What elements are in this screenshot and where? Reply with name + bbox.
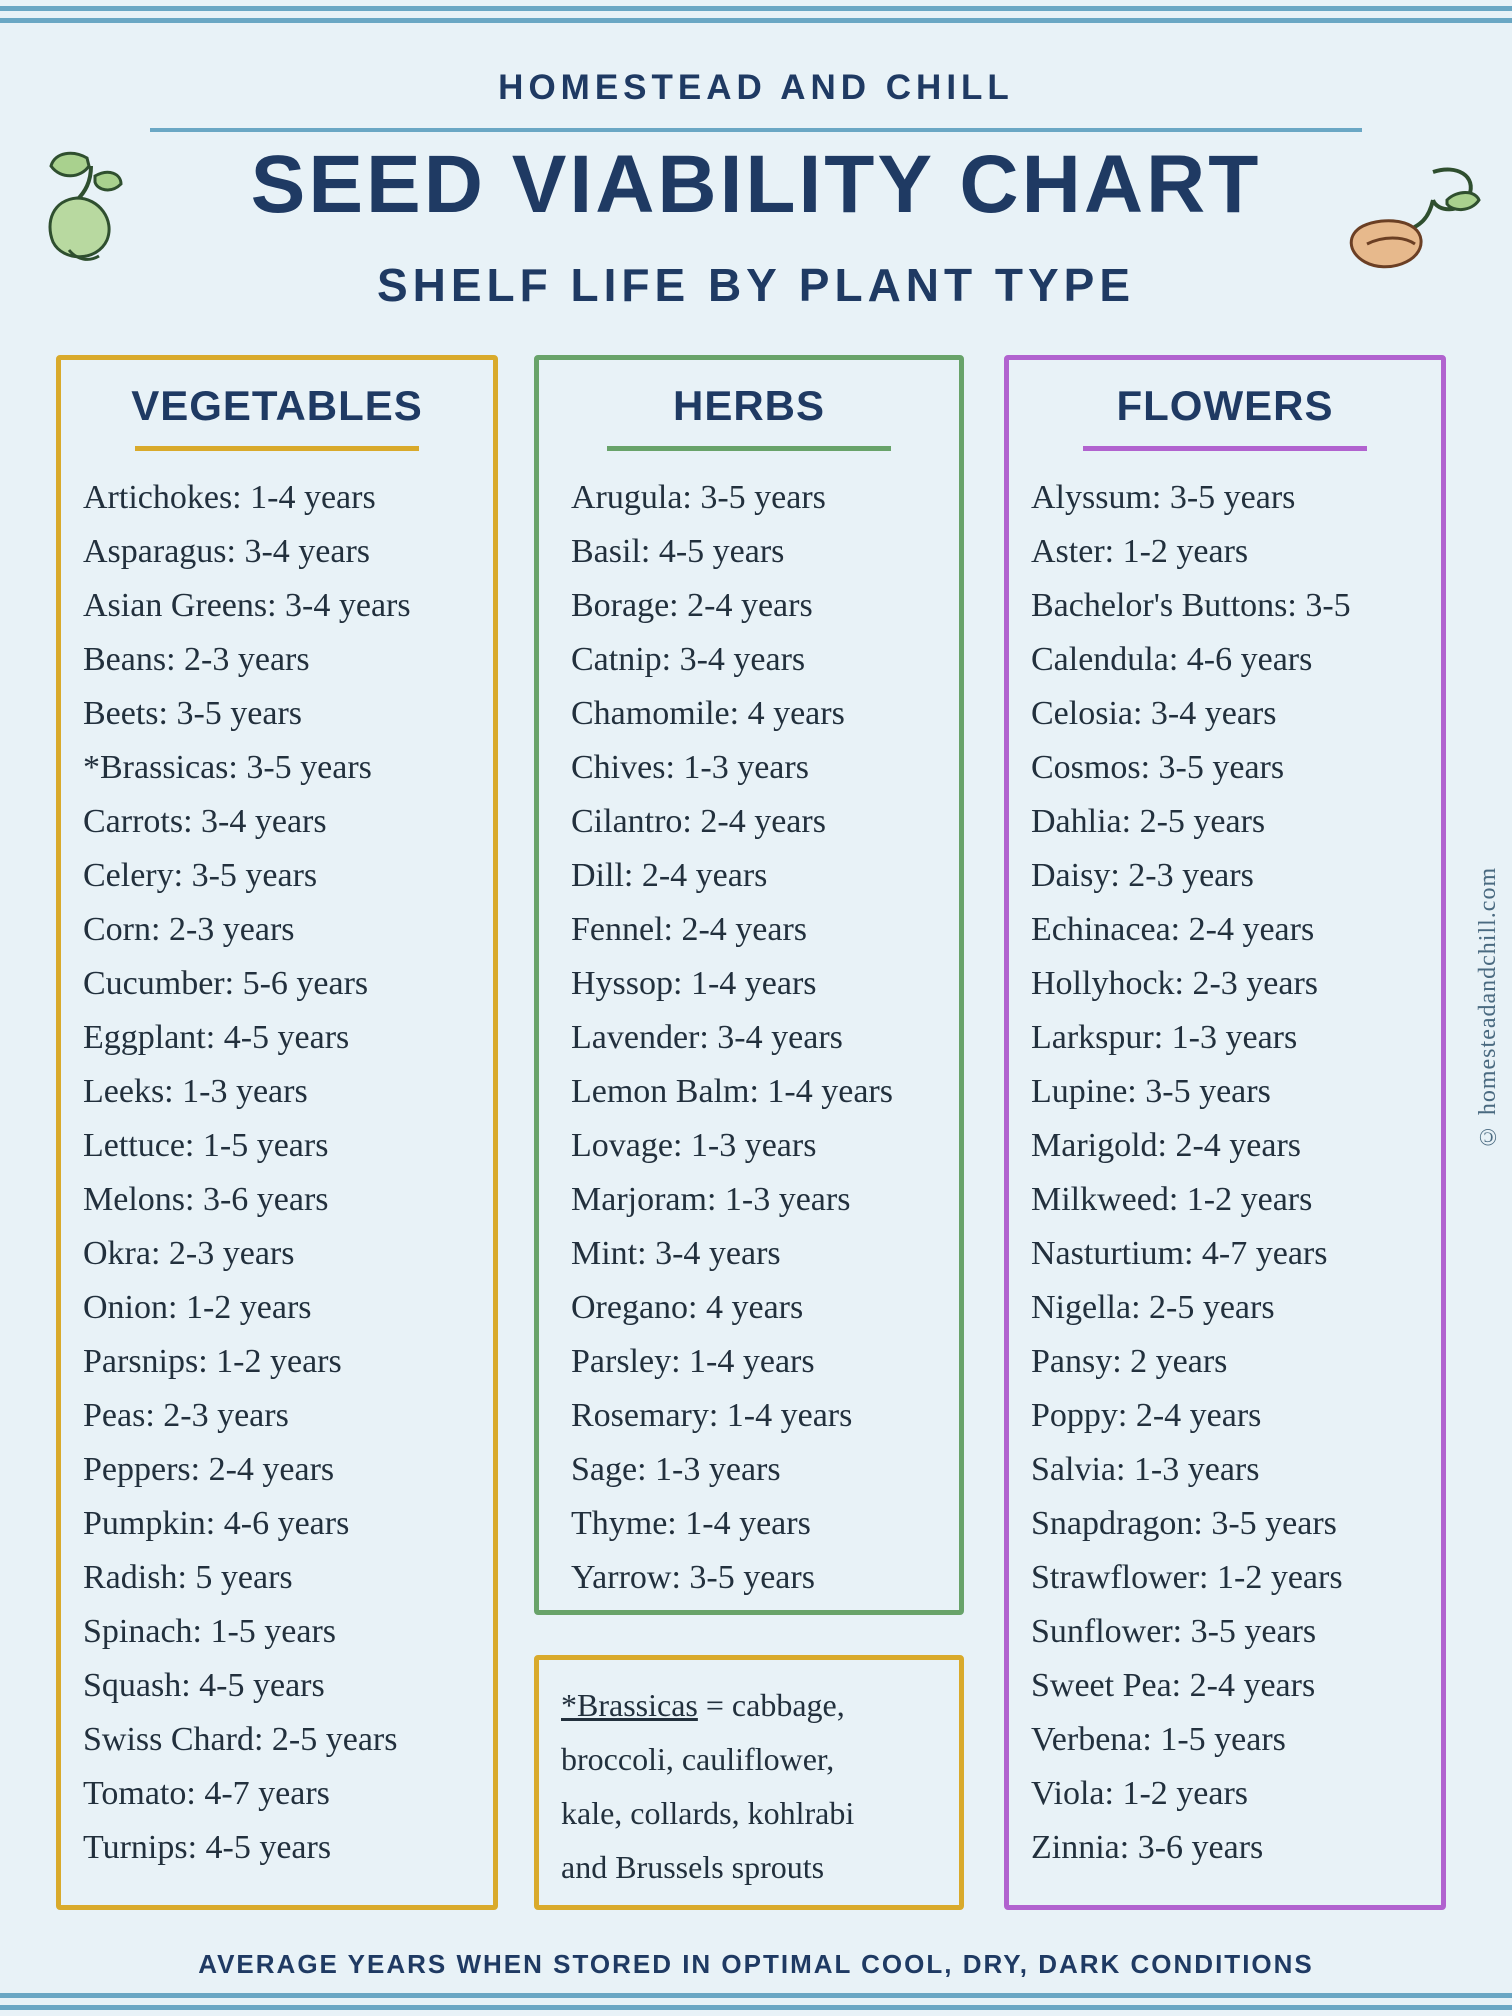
list-item: Borage: 2-4 years <box>571 587 813 624</box>
column-vegetables <box>56 355 498 1910</box>
list-item: Lupine: 3-5 years <box>1031 1073 1271 1110</box>
list-item: Daisy: 2-3 years <box>1031 857 1254 894</box>
list-item: Beans: 2-3 years <box>83 641 310 678</box>
list-item: Dahlia: 2-5 years <box>1031 803 1266 840</box>
list-item: Rosemary: 1-4 years <box>571 1397 853 1434</box>
list-item: Mint: 3-4 years <box>571 1235 781 1272</box>
list-item: Catnip: 3-4 years <box>571 641 806 678</box>
list-item: Lemon Balm: 1-4 years <box>571 1073 893 1110</box>
list-item: Arugula: 3-5 years <box>571 479 826 516</box>
list-item: Bachelor's Buttons: 3-5 <box>1031 587 1351 624</box>
page-title: SEED VIABILITY CHART <box>250 139 1262 230</box>
list-item: Verbena: 1-5 years <box>1031 1721 1286 1758</box>
top-rule-outer <box>0 6 1512 11</box>
list-flowers <box>1009 471 1441 1875</box>
page-subtitle: SHELF LIFE BY PLANT TYPE <box>376 259 1136 311</box>
list-item: Parsley: 1-4 years <box>571 1343 815 1380</box>
list-item: Corn: 2-3 years <box>83 911 295 948</box>
list-item: Hyssop: 1-4 years <box>571 965 817 1002</box>
list-item: Snapdragon: 3-5 years <box>1031 1505 1337 1542</box>
note-term: *Brassicas <box>561 1687 698 1723</box>
bottom-rule-outer <box>0 2005 1512 2010</box>
list-item: Calendula: 4-6 years <box>1031 641 1313 678</box>
list-item: Nasturtium: 4-7 years <box>1031 1235 1328 1272</box>
list-item: Squash: 4-5 years <box>83 1667 325 1704</box>
list-item: Viola: 1-2 years <box>1031 1775 1248 1812</box>
column-heading-herbs: HERBS <box>672 382 826 429</box>
list-item: Larkspur: 1-3 years <box>1031 1019 1298 1056</box>
column-heading-flowers: FLOWERS <box>1116 382 1334 429</box>
list-item: Lovage: 1-3 years <box>571 1127 817 1164</box>
list-item: Beets: 3-5 years <box>83 695 303 732</box>
list-item: Cucumber: 5-6 years <box>83 965 369 1002</box>
list-item: Celosia: 3-4 years <box>1031 695 1277 732</box>
note-line-1 <box>561 1678 941 1732</box>
chart-columns <box>0 355 1512 1915</box>
bottom-rule-inner <box>0 1993 1512 1998</box>
top-rule-inner <box>0 18 1512 23</box>
list-item: Poppy: 2-4 years <box>1031 1397 1262 1434</box>
note-line-3: kale, collards, kohlrabi <box>561 1795 855 1831</box>
list-herbs <box>539 471 959 1605</box>
list-item: Carrots: 3-4 years <box>83 803 327 840</box>
list-item: Chamomile: 4 years <box>571 695 845 732</box>
list-item: Radish: 5 years <box>83 1559 293 1596</box>
list-item: Dill: 2-4 years <box>571 857 768 894</box>
list-item: Milkweed: 1-2 years <box>1031 1181 1313 1218</box>
list-item: Echinacea: 2-4 years <box>1031 911 1315 948</box>
list-item: Eggplant: 4-5 years <box>83 1019 350 1056</box>
list-item: Peas: 2-3 years <box>83 1397 289 1434</box>
heading-underline-vegetables <box>135 446 419 451</box>
list-item: Sweet Pea: 2-4 years <box>1031 1667 1316 1704</box>
note-line-2: broccoli, cauliflower, <box>561 1741 835 1777</box>
list-item: Leeks: 1-3 years <box>83 1073 308 1110</box>
list-item: Yarrow: 3-5 years <box>571 1559 815 1596</box>
list-item: Pansy: 2 years <box>1031 1343 1228 1380</box>
heading-underline-flowers <box>1083 446 1367 451</box>
list-item: Onion: 1-2 years <box>83 1289 312 1326</box>
list-item: Sunflower: 3-5 years <box>1031 1613 1317 1650</box>
list-item: Salvia: 1-3 years <box>1031 1451 1260 1488</box>
list-item: Pumpkin: 4-6 years <box>83 1505 350 1542</box>
list-item: Marigold: 2-4 years <box>1031 1127 1302 1164</box>
list-item: Oregano: 4 years <box>571 1289 804 1326</box>
list-item: Strawflower: 1-2 years <box>1031 1559 1343 1596</box>
list-item: Cosmos: 3-5 years <box>1031 749 1285 786</box>
list-item: Melons: 3-6 years <box>83 1181 329 1218</box>
note-term-rest: = cabbage, <box>697 1687 845 1723</box>
list-item: Asian Greens: 3-4 years <box>83 587 411 624</box>
list-item: Nigella: 2-5 years <box>1031 1289 1275 1326</box>
list-item: Zinnia: 3-6 years <box>1031 1829 1264 1866</box>
column-heading-vegetables: VEGETABLES <box>131 382 423 429</box>
brand-name: HOMESTEAD AND CHILL <box>498 68 1014 107</box>
brand-underline <box>150 128 1362 132</box>
list-item: Marjoram: 1-3 years <box>571 1181 851 1218</box>
list-item: Hollyhock: 2-3 years <box>1031 965 1319 1002</box>
list-item: Chives: 1-3 years <box>571 749 809 786</box>
list-item: Peppers: 2-4 years <box>83 1451 335 1488</box>
list-item: Artichokes: 1-4 years <box>83 479 376 516</box>
list-item: Cilantro: 2-4 years <box>571 803 826 840</box>
list-item: *Brassicas: 3-5 years <box>83 749 372 786</box>
brassicas-note <box>534 1655 964 1910</box>
list-item: Alyssum: 3-5 years <box>1031 479 1296 516</box>
column-flowers <box>1004 355 1446 1910</box>
list-item: Swiss Chard: 2-5 years <box>83 1721 398 1758</box>
list-item: Aster: 1-2 years <box>1031 533 1249 570</box>
column-herbs <box>534 355 964 1615</box>
list-item: Sage: 1-3 years <box>571 1451 781 1488</box>
list-item: Parsnips: 1-2 years <box>83 1343 342 1380</box>
list-item: Lettuce: 1-5 years <box>83 1127 329 1164</box>
footer-note: AVERAGE YEARS WHEN STORED IN OPTIMAL COOL, DRY, DARK CONDITIONS <box>198 1949 1314 1979</box>
list-item: Asparagus: 3-4 years <box>83 533 371 570</box>
note-line-4: and Brussels sprouts <box>561 1849 825 1885</box>
list-item: Turnips: 4-5 years <box>83 1829 332 1866</box>
list-item: Fennel: 2-4 years <box>571 911 808 948</box>
list-vegetables <box>61 471 493 1875</box>
heading-underline-herbs <box>607 446 891 451</box>
list-item: Lavender: 3-4 years <box>571 1019 843 1056</box>
list-item: Celery: 3-5 years <box>83 857 318 894</box>
list-item: Thyme: 1-4 years <box>571 1505 811 1542</box>
list-item: Okra: 2-3 years <box>83 1235 295 1272</box>
list-item: Basil: 4-5 years <box>571 533 785 570</box>
copyright-notice: © homesteadandchill.com <box>1475 866 1501 1150</box>
list-item: Tomato: 4-7 years <box>83 1775 330 1812</box>
list-item: Spinach: 1-5 years <box>83 1613 337 1650</box>
